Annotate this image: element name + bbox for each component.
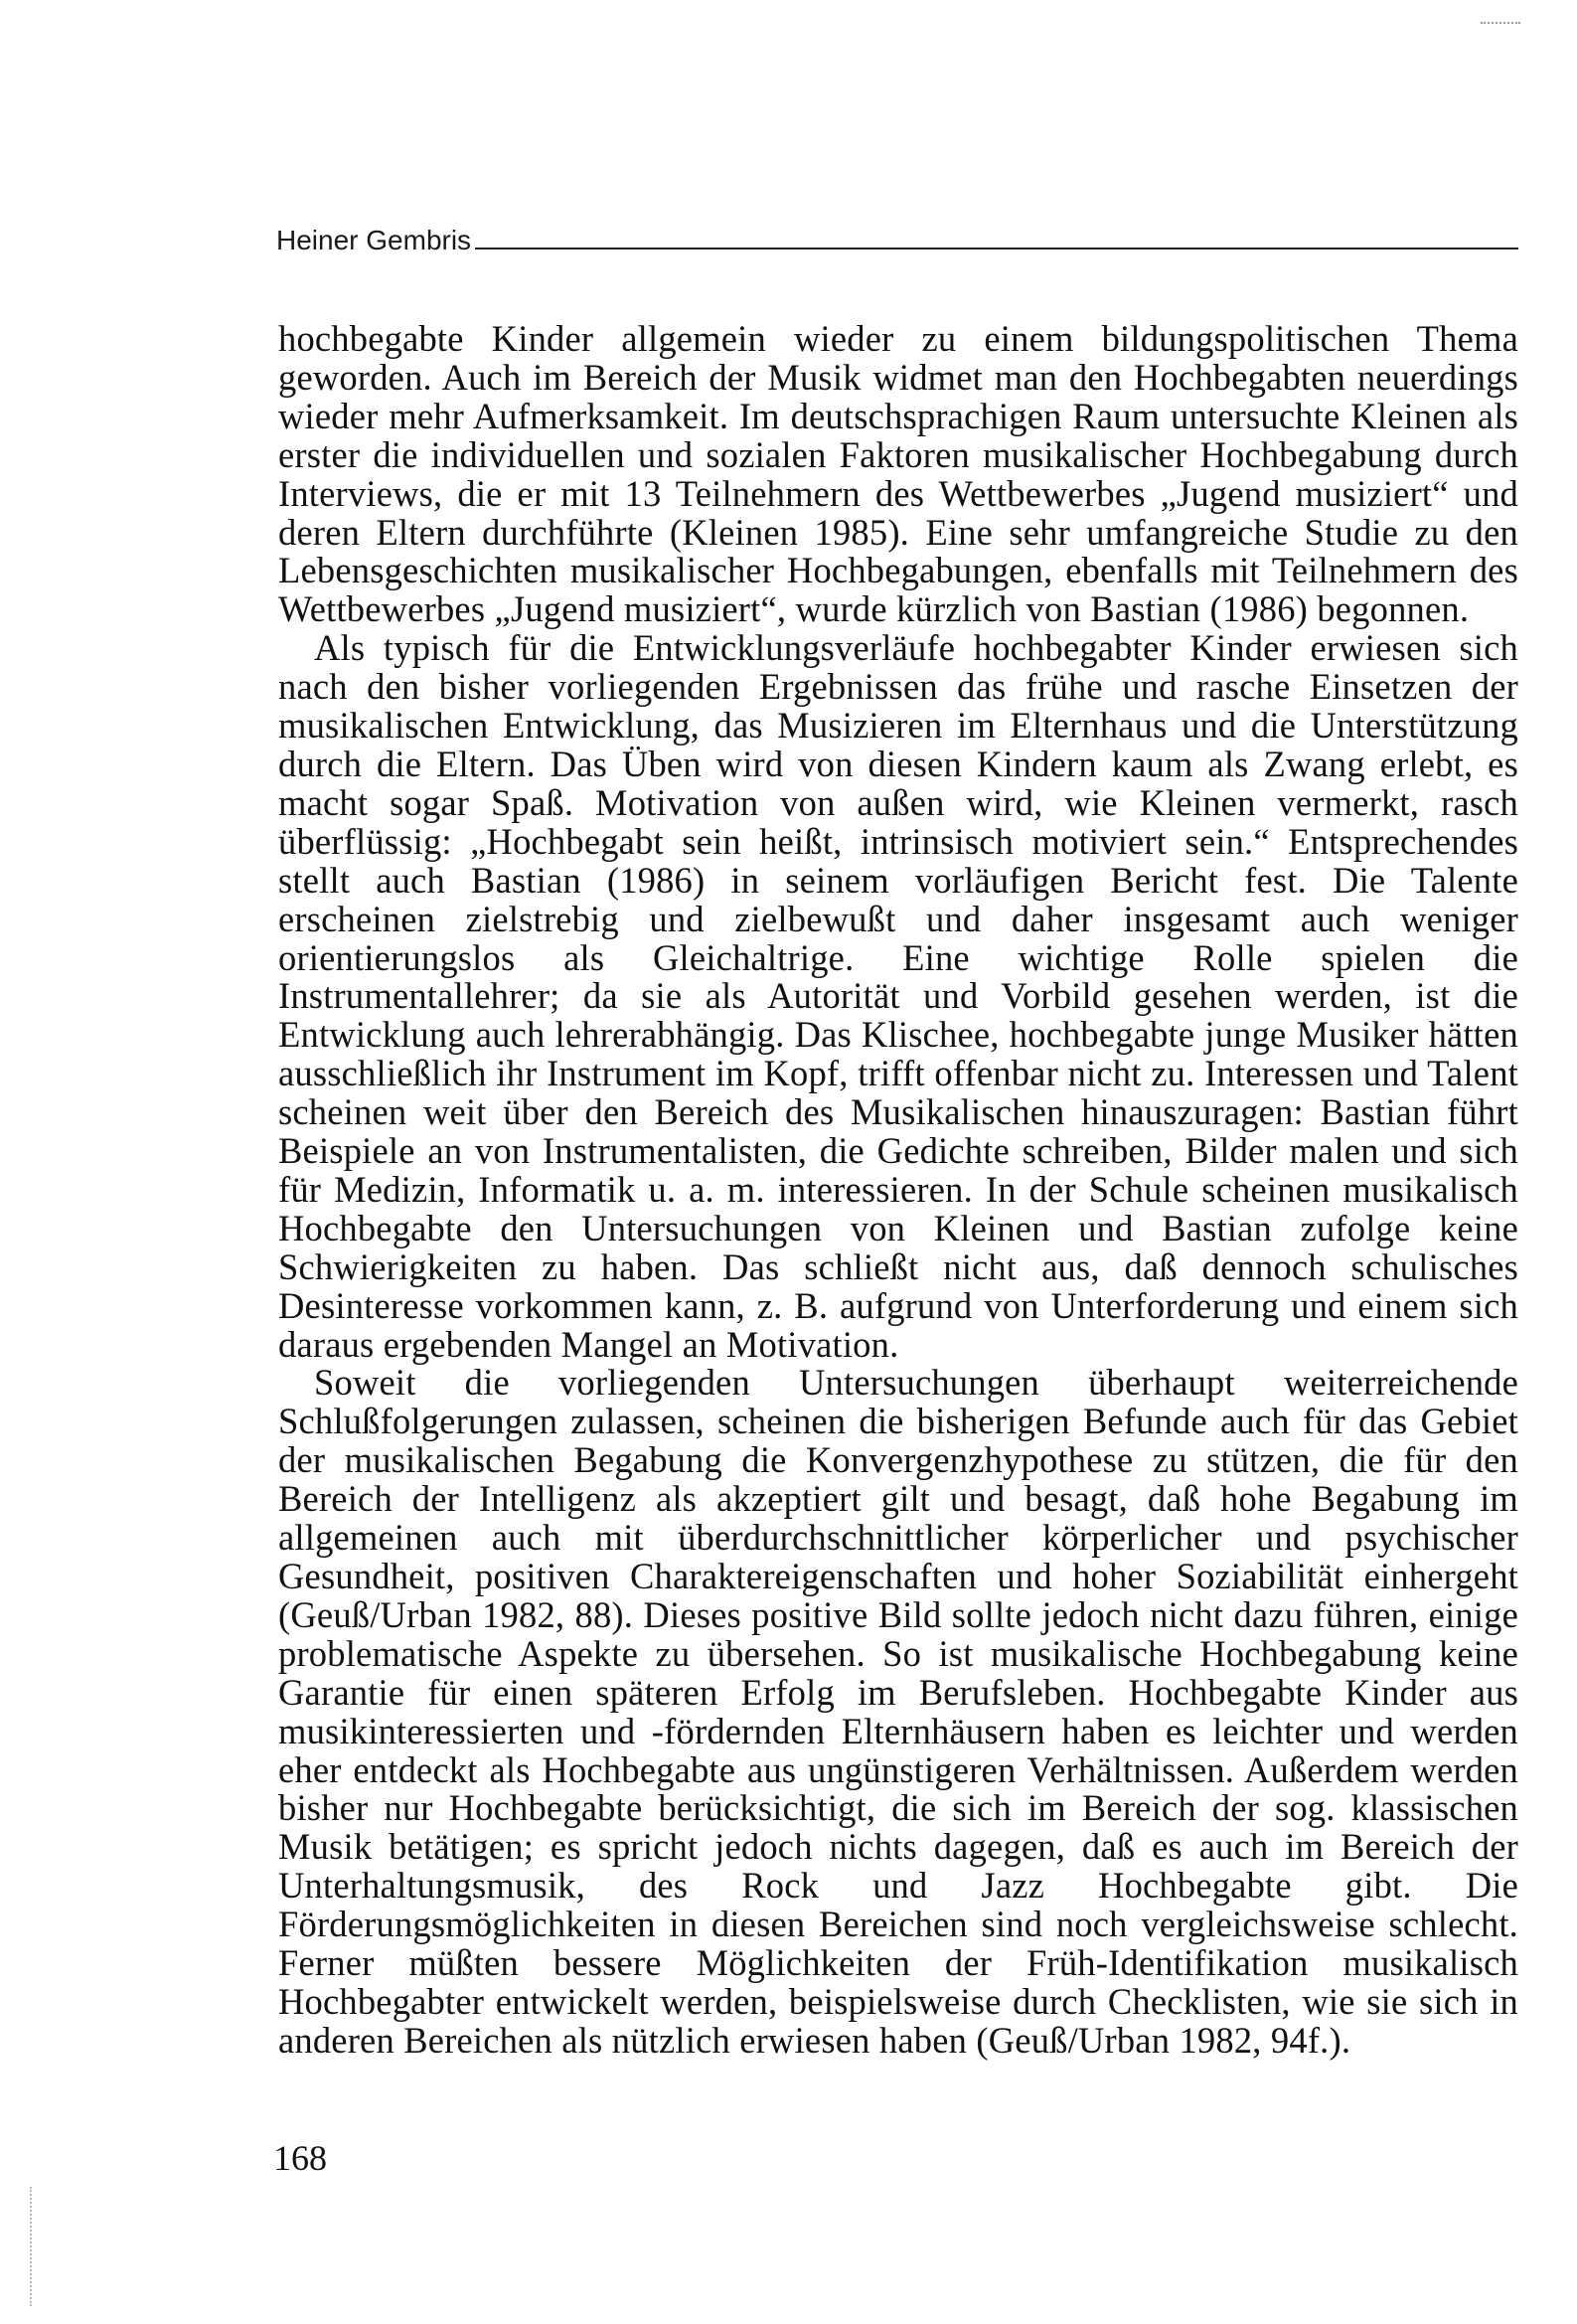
scan-margin-mark (30, 2187, 32, 2306)
paragraph-continuation: hochbegabte Kinder allgemein wieder zu einem bildungspolitischen Thema geworden. Auch im Bereich der Musik widmet man den Hochbegabten neuerdings wieder mehr Aufmerksamkeit. Im deutschsprachigen Raum untersuchte Kleinen als erster die individuellen und sozialen Faktoren musikalischer Hochbegabung durch Interviews, die er mit 13 Teilnehmern des Wettbewerbes „Jugend musiziert“ und deren Eltern durchführte (Kleinen 1985). Eine sehr umfangreiche Studie zu den Lebensgeschichten musikalischer Hochbegabungen, ebenfalls mit Teilnehmern des Wettbewerbes „Jugend musiziert“, wurde kürzlich von Bastian (1986) begonnen. (278, 318, 1518, 630)
paragraph-convergence: Soweit die vorliegenden Untersuchungen überhaupt weiterreichende Schlußfolgerungen zulassen, scheinen die bisherigen Befunde auch für das Gebiet der musikalischen Begabung die Konvergenzhypothese zu stützen, die für den Bereich der Intelligenz als akzeptiert gilt und besagt, daß hohe Begabung im allgemeinen auch mit überdurchschnittlicher körperlicher und psychischer Gesundheit, positiven Charaktereigenschaften und hoher Soziabilität einhergeht (Geuß/Urban 1982, 88). Dieses positive Bild sollte jedoch nicht dazu führen, einige problematische Aspekte zu übersehen. So ist musikalische Hochbegabung keine Garantie für einen späteren Erfolg im Berufsleben. Hochbegabte Kinder aus musikinteressierten und -fördernden Elternhäusern haben es leichter und werden eher entdeckt als Hochbegabte aus ungünstigeren Verhältnissen. Außerdem werden bisher nur Hochbegabte berücksichtigt, die sich im Bereich der sog. klassischen Musik betätigen; es spricht jedoch nichts dagegen, daß es auch im Bereich der Unterhaltungsmusik, des Rock und Jazz Hochbegabte gibt. Die Förderungsmöglichkeiten in diesen Bereichen sind noch vergleichsweise schlecht. Ferner müßten bessere Möglichkeiten der Früh-Identifikation musikalisch Hochbegabter entwickelt werden, beispielsweise durch Checklisten, wie sie sich in anderen Bereichen als nützlich erwiesen haben (Geuß/Urban 1982, 94f.). (278, 1362, 1518, 2061)
body-text (278, 320, 1518, 2061)
running-head-author: Heiner Gembris (276, 225, 472, 255)
scan-corner-mark (1481, 22, 1520, 24)
running-head-rule (475, 248, 1518, 249)
running-head (276, 225, 1518, 256)
page-number: 168 (273, 2138, 327, 2178)
paragraph-development: Als typisch für die Entwicklungsverläufe hochbegabter Kinder erwiesen sich nach den bisher vorliegenden Ergebnissen das frühe und rasche Einsetzen der musikalischen Entwicklung, das Musizieren im Elternhaus und die Unterstützung durch die Eltern. Das Üben wird von diesen Kindern kaum als Zwang erlebt, es macht sogar Spaß. Motivation von außen wird, wie Kleinen vermerkt, rasch überflüssig: „Hochbegabt sein heißt, intrinsisch motiviert sein.“ Entsprechendes stellt auch Bastian (1986) in seinem vorläufigen Bericht fest. Die Talente erscheinen zielstrebig und zielbewußt und daher insgesamt auch weniger orientierungslos als Gleichaltrige. Eine wichtige Rolle spielen die Instrumentallehrer; da sie als Autorität und Vorbild gesehen werden, ist die Entwicklung auch lehrerabhängig. Das Klischee, hochbegabte junge Musiker hätten ausschließlich ihr Instrument im Kopf, trifft offenbar nicht zu. Interessen und Talent scheinen weit über den Bereich des Musikalischen hinauszuragen: Bastian führt Beispiele an von Instrumentalisten, die Gedichte schreiben, Bilder malen und sich für Medizin, Informatik u. a. m. interessieren. In der Schule scheinen musikalisch Hochbegabte den Untersuchungen von Kleinen und Bastian zufolge keine Schwierigkeiten zu haben. Das schließt nicht aus, daß dennoch schulisches Desinteresse vorkommen kann, z. B. aufgrund von Unterforderung und einem sich daraus ergebenden Mangel an Motivation. (278, 627, 1518, 1365)
